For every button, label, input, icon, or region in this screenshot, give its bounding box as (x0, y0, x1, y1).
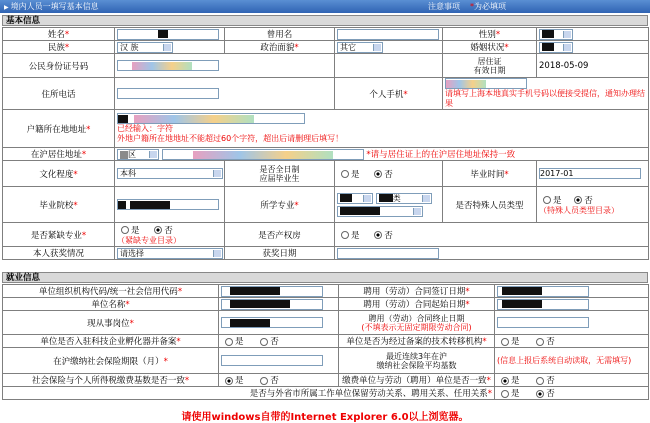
ethnicity-label: 民族* (3, 41, 115, 54)
incubator-yes-radio[interactable] (225, 338, 233, 346)
section-job-header: 就业信息 (2, 272, 648, 283)
phone-cell (115, 78, 335, 110)
special-no-radio[interactable] (574, 196, 582, 204)
org-code-input[interactable] (221, 286, 323, 297)
school-input[interactable] (117, 199, 219, 210)
live-district-select[interactable]: 区 (117, 149, 159, 160)
shortage-label: 是否紧缺专业* (3, 223, 115, 247)
property-label: 是否产权房 (225, 223, 335, 247)
political-cell (335, 41, 443, 54)
school-cell (115, 187, 225, 223)
live-label: 在沪居住地址* (3, 148, 115, 161)
live-cell: 区 *请与居住证上的在沪居住地址保持一致 (115, 148, 649, 161)
major-sub-select[interactable]: 类 (376, 193, 432, 204)
avg-base-hint: (信息上报后系统自动读取，无需填写) (495, 348, 649, 374)
tax-match-cell: 是 否 (219, 374, 339, 387)
pay-match-yes-radio[interactable] (501, 377, 509, 385)
shortage-yes-radio[interactable] (121, 226, 129, 234)
hukou-label: 户籍所在地地址* (3, 110, 115, 148)
special-hint-link[interactable]: （特殊人员类型目录） (539, 205, 619, 215)
arrow-icon: ▶ (4, 4, 9, 11)
award-date-input[interactable] (337, 248, 439, 259)
tax-match-no-radio[interactable] (260, 377, 268, 385)
major-cell (335, 187, 443, 223)
grad-time-input[interactable]: 2017-01 (539, 168, 641, 179)
grad-time-label: 毕业时间* (443, 161, 537, 187)
contract-sign-cell (495, 285, 649, 298)
fulltime-yes-radio[interactable] (341, 170, 349, 178)
contract-sign-label: 聘用（劳动）合同签订日期* (339, 285, 495, 298)
contract-start-label: 聘用（劳动）合同起始日期* (339, 298, 495, 311)
contract-end-cell (495, 311, 649, 335)
title-bar (0, 0, 650, 13)
property-yes-radio[interactable] (341, 231, 349, 239)
former-name-label: 曾用名 (225, 28, 335, 41)
marital-cell (537, 41, 649, 54)
notes-link[interactable]: 注意事项 (428, 2, 460, 11)
major-label: 所学专业* (225, 187, 335, 223)
edu-label: 文化程度* (3, 161, 115, 187)
hukou-hint-count: 已经输入：字符 (117, 124, 173, 133)
special-label: 是否特殊人员类型 (443, 187, 537, 223)
former-name-input[interactable] (337, 29, 439, 40)
contract-sign-input[interactable] (497, 286, 589, 297)
live-input[interactable] (162, 149, 364, 160)
gender-select[interactable] (539, 29, 573, 40)
fulltime-cell: 是 否 (335, 161, 443, 187)
edu-select[interactable]: 本科 (117, 168, 223, 179)
section-basic-header: 基本信息 (2, 15, 648, 26)
award-label: 本人获奖情况 (3, 247, 115, 260)
special-yes-radio[interactable] (543, 196, 551, 204)
pay-match-no-radio[interactable] (536, 377, 544, 385)
edu-cell (115, 161, 225, 187)
shortage-no-radio[interactable] (154, 226, 162, 234)
hukou-cell (115, 110, 649, 148)
permit-date: 2018-05-09 (537, 54, 649, 78)
live-hint: 请与居住证上的在沪居住地址保持一致 (370, 150, 516, 160)
id-cell (115, 54, 335, 78)
position-cell (219, 311, 339, 335)
award-select[interactable]: 请选择 (117, 248, 223, 259)
shortage-hint-link[interactable]: （紧缺专业目录） (117, 235, 181, 245)
tech-transfer-yes-radio[interactable] (501, 338, 509, 346)
pay-match-cell: 是 否 (495, 374, 649, 387)
tax-match-yes-radio[interactable] (225, 377, 233, 385)
months-input[interactable] (221, 355, 323, 366)
name-cell (115, 28, 225, 41)
group-yes-radio[interactable] (501, 390, 509, 398)
org-code-cell (219, 285, 339, 298)
fulltime-no-radio[interactable] (374, 170, 382, 178)
grad-time-cell (537, 161, 649, 187)
tech-transfer-no-radio[interactable] (536, 338, 544, 346)
award-cell (115, 247, 225, 260)
required-legend: *为必填项 (470, 2, 506, 11)
incubator-no-radio[interactable] (260, 338, 268, 346)
position-label: 现从事岗位* (3, 311, 219, 335)
shortage-cell: 是 否 （紧缺专业目录） (115, 223, 225, 247)
months-cell (219, 348, 339, 374)
basic-info-table (2, 27, 649, 260)
award-date-label: 获奖日期 (225, 247, 335, 260)
mobile-cell (443, 78, 649, 110)
major-category-select[interactable] (337, 193, 373, 204)
org-name-label: 单位名称* (3, 298, 219, 311)
title-bar-text: ▶ 境内人员一填写基本信息 (4, 2, 99, 11)
incubator-cell: 是 否 (219, 335, 339, 348)
contract-start-input[interactable] (497, 299, 589, 310)
incubator-label: 单位是否入驻科技企业孵化器并备案* (3, 335, 219, 348)
group-label: 是否与外省市所属工作单位保留劳动关系、聘用关系、任用关系* (3, 387, 495, 400)
mobile-label: 个人手机* (335, 78, 443, 110)
contract-end-input[interactable] (497, 317, 589, 328)
mobile-input[interactable] (445, 78, 527, 89)
ethnicity-cell (115, 41, 225, 54)
permit-label: 居住证 有效日期 (443, 54, 537, 78)
job-info-table (2, 284, 649, 400)
tax-match-label: 社会保险与个人所得税缴费基数是否一致* (3, 374, 219, 387)
avg-base-label: 最近连续3年在沪 缴纳社会保险平均基数 (339, 348, 495, 374)
phone-input[interactable] (117, 88, 219, 99)
gender-cell (537, 28, 649, 41)
contract-start-cell (495, 298, 649, 311)
group-no-radio[interactable] (536, 390, 544, 398)
id-input[interactable] (117, 60, 219, 71)
fulltime-label: 是否全日制 应届毕业生 (225, 161, 335, 187)
political-label: 政治面貌* (225, 41, 335, 54)
id-blank-cell (335, 54, 443, 78)
tech-transfer-cell: 是 否 (495, 335, 649, 348)
name-label: 姓名* (3, 28, 115, 41)
contract-end-label: 聘用（劳动）合同终止日期 (不填表示无固定期限劳动合同) (339, 311, 495, 335)
phone-label: 住所电话 (3, 78, 115, 110)
required-star-icon: * (470, 2, 474, 11)
pay-match-label: 缴费单位与劳动（聘用）单位是否一致* (339, 374, 495, 387)
ethnicity-select[interactable]: 汉 族 (117, 42, 173, 53)
marital-label: 婚姻状况* (443, 41, 537, 54)
browser-notice: 请使用windows自带的Internet Explorer 6.0以上浏览器。 (181, 412, 469, 423)
former-name-cell (335, 28, 443, 41)
id-label: 公民身份证号码 (3, 54, 115, 78)
hukou-hint-limit: 外地户籍所在地地址不能超过60个字符，超出后请删理后填写！ (117, 134, 344, 143)
property-no-radio[interactable] (374, 231, 382, 239)
major-select[interactable] (337, 206, 423, 217)
org-name-input[interactable] (221, 299, 323, 310)
position-input[interactable] (221, 317, 323, 328)
gender-label: 性别* (443, 28, 537, 41)
property-cell: 是 否 (335, 223, 649, 247)
tech-transfer-label: 单位是否为经过备案的技术转移机构* (339, 335, 495, 348)
name-input[interactable] (117, 29, 219, 40)
group-cell: 是 否 (495, 387, 649, 400)
political-select[interactable]: 其它 (337, 42, 383, 53)
mobile-hint: 请填写上海本地真实手机号码以便接受提信，通知办理结果 (445, 89, 645, 108)
marital-select[interactable] (539, 42, 573, 53)
org-name-cell (219, 298, 339, 311)
hukou-input[interactable] (117, 113, 305, 124)
months-label: 在沪缴纳社会保险期限（月）* (3, 348, 219, 374)
org-code-label: 单位组织机构代码/统一社会信用代码* (3, 285, 219, 298)
award-date-cell (335, 247, 649, 260)
special-cell: 是 否 （特殊人员类型目录） (537, 187, 649, 223)
school-label: 毕业院校* (3, 187, 115, 223)
